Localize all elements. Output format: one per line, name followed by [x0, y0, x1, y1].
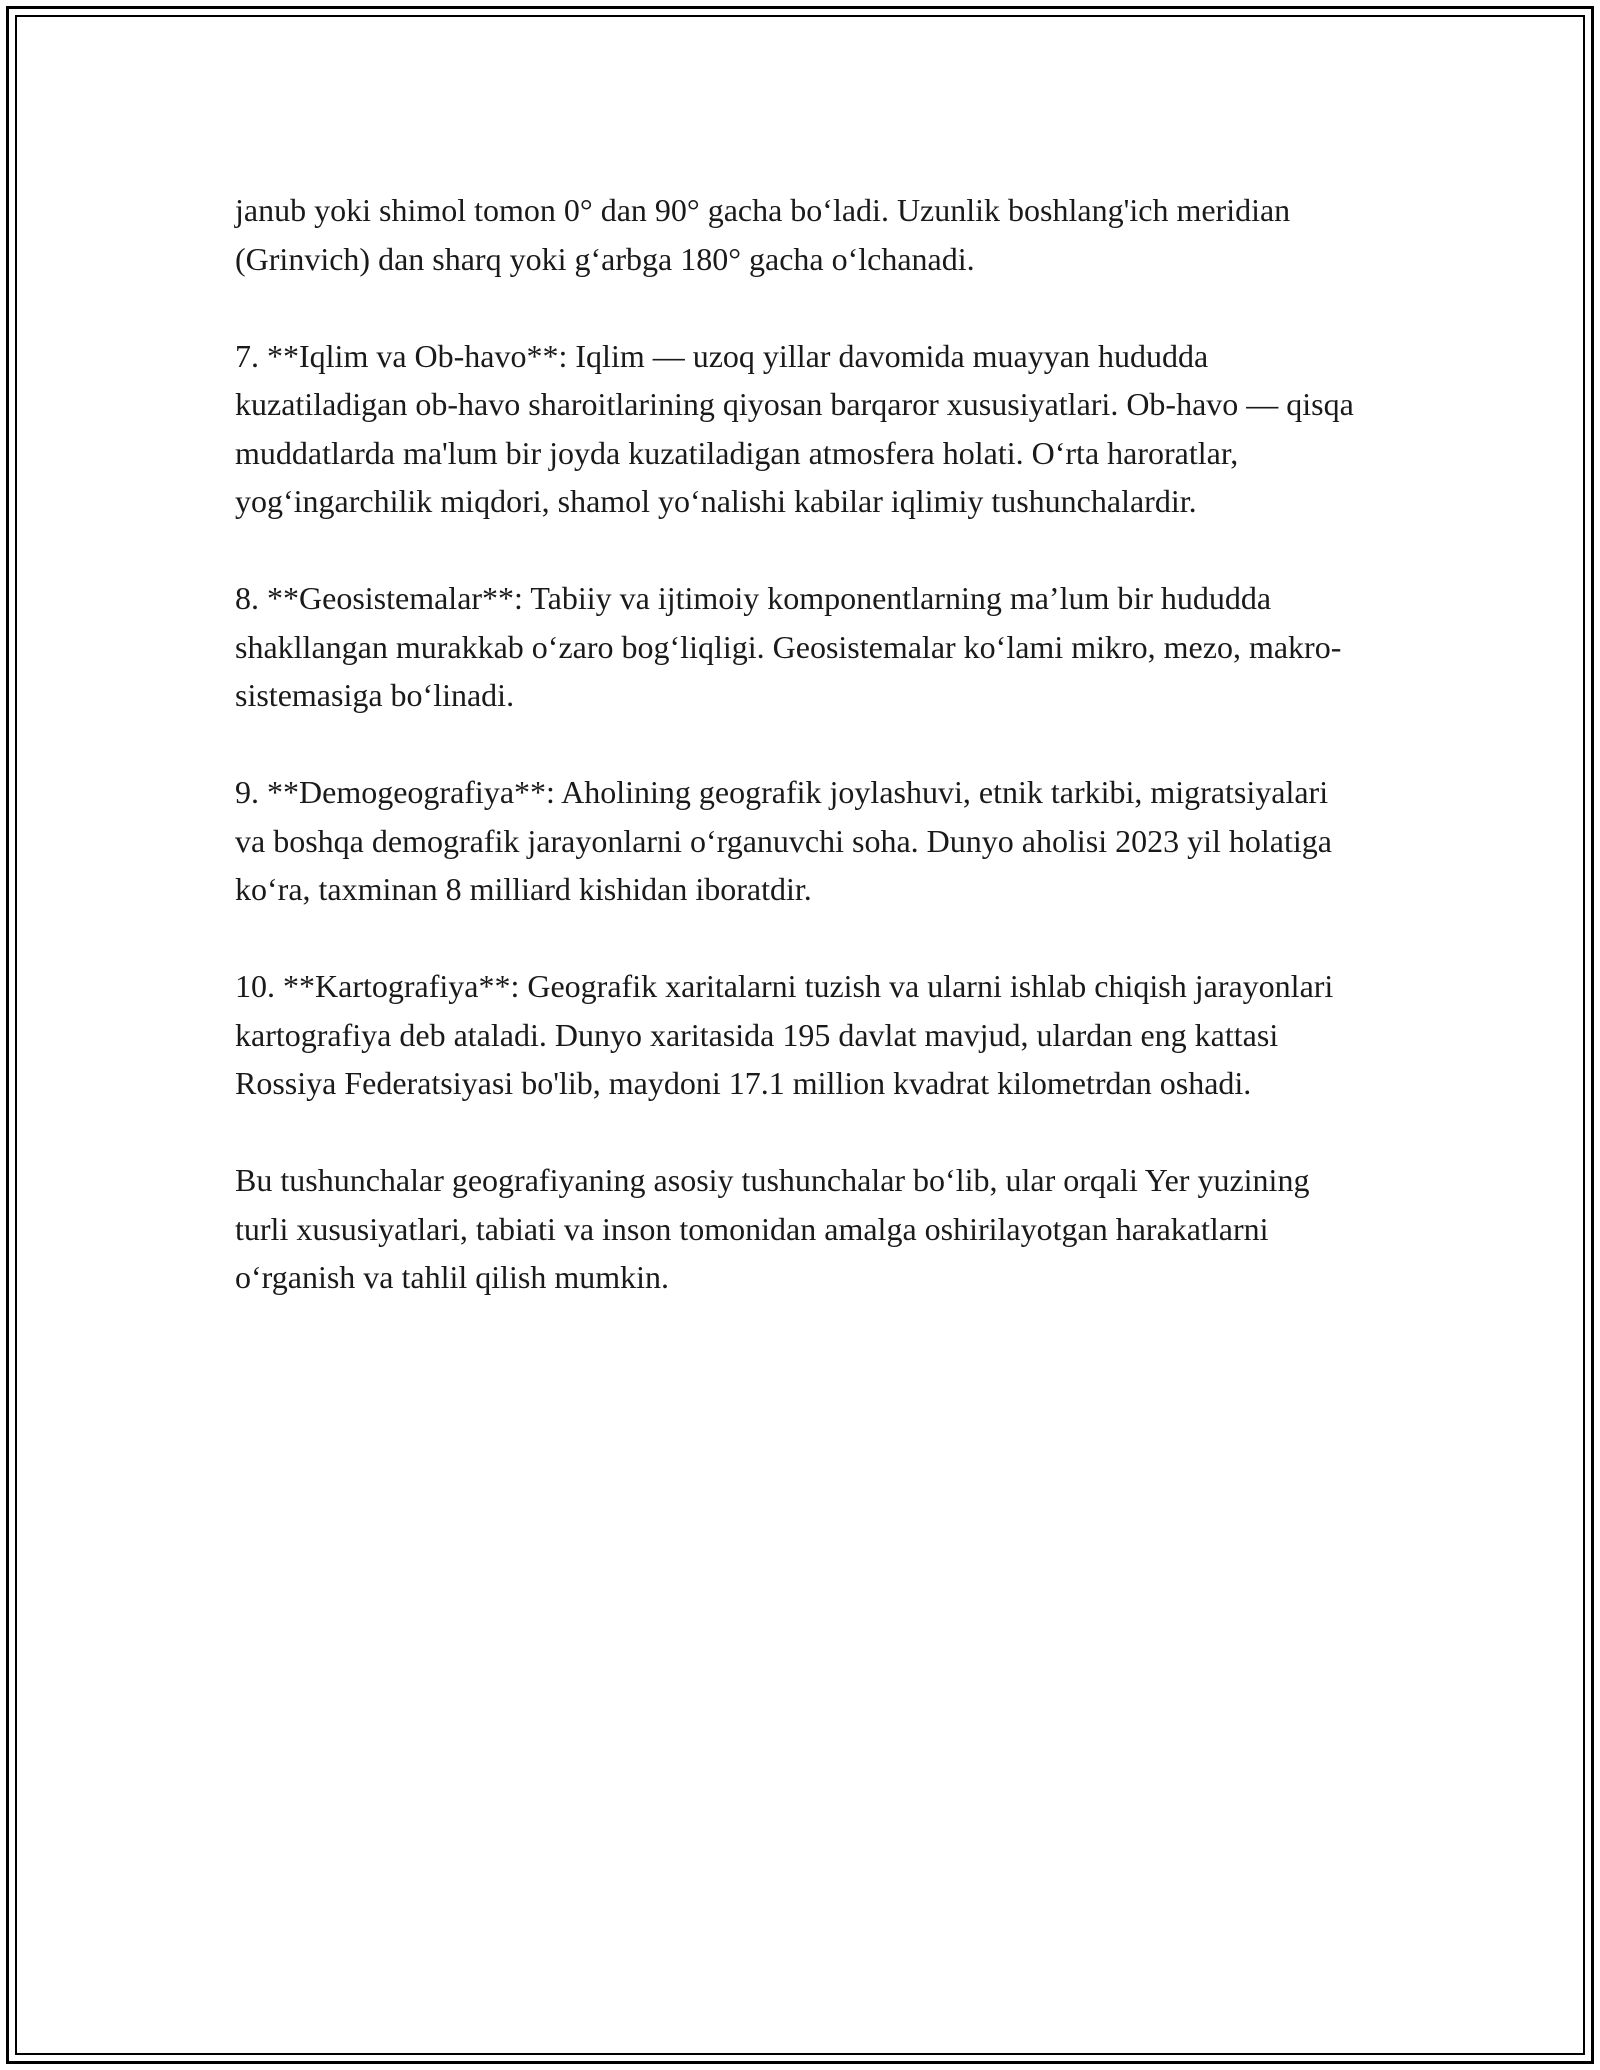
- paragraph-coordinates-continued: janub yoki shimol tomon 0° dan 90° gacha bo‘ladi. Uzunlik boshlang'ich meridian (Grinvich) dan sharq yoki g‘arbga 180° gacha o‘lchanadi.: [235, 192, 1291, 277]
- document-body: [235, 186, 1365, 1302]
- paragraph-geosistemalar: 8. **Geosistemalar**: Tabiiy va ijtimoiy komponentlarning ma’lum bir hududda shakllangan murakkab o‘zaro bog‘liqligi. Geosistemalar ko‘lami mikro, mezo, makro-sistemasiga bo‘linadi.: [235, 580, 1342, 713]
- paragraph-iqlim-va-ob-havo: 7. **Iqlim va Ob-havo**: Iqlim — uzoq yillar davomida muayyan hududda kuzatiladigan ob-havo sharoitlarining qiyosan barqaror xususiyatlari. Ob-havo — qisqa muddatlarda ma'lum bir joyda kuzatiladigan atmosfera holati. O‘rta haroratlar, yog‘ingarchilik miqdori, shamol yo‘nalishi kabilar iqlimiy tushunchalardir.: [235, 337, 1354, 519]
- paragraph-kartografiya: 10. **Kartografiya**: Geografik xaritalarni tuzish va ularni ishlab chiqish jarayonlari kartografiya deb ataladi. Dunyo xaritasida 195 davlat mavjud, ulardan eng kattasi Rossiya Federatsiyasi bo'lib, maydoni 17.1 million kvadrat kilometrdan oshadi.: [235, 968, 1334, 1101]
- paragraph-demogeografiya: 9. **Demogeografiya**: Aholining geografik joylashuvi, etnik tarkibi, migratsiyalari va boshqa demografik jarayonlarni o‘rganuvchi soha. Dunyo aholisi 2023 yil holatiga ko‘ra, taxminan 8 milliard kishidan iboratdir.: [235, 774, 1332, 907]
- paragraph-conclusion: Bu tushunchalar geografiyaning asosiy tushunchalar bo‘lib, ular orqali Yer yuzining turli xususiyatlari, tabiati va inson tomonidan amalga oshirilayotgan harakatlarni o‘rganish va tahlil qilish mumkin.: [235, 1162, 1310, 1295]
